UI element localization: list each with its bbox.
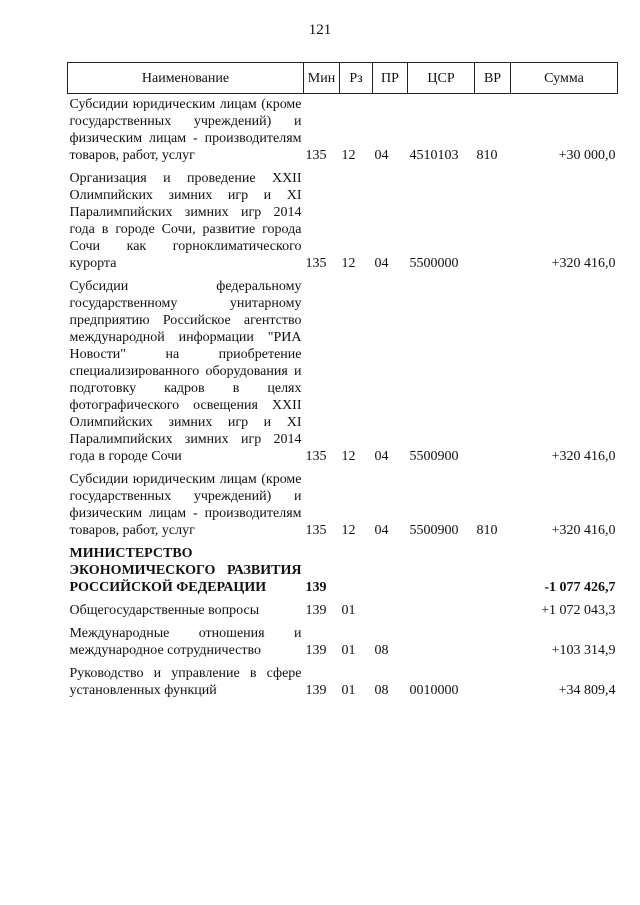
row-pr: 04 <box>374 523 389 538</box>
row-min: 139 <box>305 603 327 618</box>
row-vr <box>475 168 511 276</box>
row-rz: 01 <box>341 603 356 618</box>
table-row <box>68 168 618 276</box>
row-vr <box>475 276 511 469</box>
row-name: Общегосударственные вопросы <box>69 603 260 618</box>
row-min: 139 <box>305 580 327 595</box>
table-header <box>68 63 618 94</box>
row-name: Международные отношения и международное сотрудничество <box>69 626 302 658</box>
row-name: Субсидии юридическим лицам (кроме государственных учреждений) и физическим лицам - производителям товаров, работ, услуг <box>69 472 302 538</box>
row-vr <box>475 600 511 623</box>
row-rz: 12 <box>341 449 356 464</box>
row-min: 135 <box>305 523 327 538</box>
table-row <box>68 94 618 169</box>
row-vr <box>475 623 511 663</box>
row-min: 135 <box>305 449 327 464</box>
table-row <box>68 276 618 469</box>
row-sum: -1 077 426,7 <box>544 580 616 595</box>
header-min: Мин <box>304 63 340 94</box>
table-row-ministry <box>68 543 618 600</box>
row-rz: 01 <box>341 683 356 698</box>
row-name: МИНИСТЕРСТВО ЭКОНОМИЧЕСКОГО РАЗВИТИЯ РОССИЙСКОЙ ФЕДЕРАЦИИ <box>69 546 302 595</box>
header-pr: ПР <box>373 63 408 94</box>
table-row <box>68 469 618 543</box>
table-row <box>68 623 618 663</box>
row-sum: +320 416,0 <box>551 256 616 271</box>
table-row <box>68 600 618 623</box>
row-name: Субсидии федеральному государственному унитарному предприятию Российское агентство международной информации "РИА Новости" на приобретение специализированного оборудования и подготовку кадров в целях фотографического освещения XXII Олимпийских зимних игр и XI Паралимпийских зимних игр 2014 года в городе Сочи <box>69 279 302 464</box>
header-row <box>68 63 618 94</box>
header-csr: ЦСР <box>408 63 475 94</box>
row-name: Организация и проведение XXII Олимпийских зимних игр и XI Паралимпийских зимних игр 2014 года в городе Сочи, развитие города Сочи как горноклиматического курорта <box>69 171 302 271</box>
row-pr: 08 <box>374 643 389 658</box>
row-rz: 01 <box>341 643 356 658</box>
row-vr <box>475 663 511 703</box>
row-min: 139 <box>305 643 327 658</box>
row-min: 135 <box>305 148 327 163</box>
row-rz <box>340 543 373 600</box>
row-pr: 04 <box>374 449 389 464</box>
row-sum: +103 314,9 <box>551 643 616 658</box>
table-body <box>68 94 618 704</box>
row-pr: 08 <box>374 683 389 698</box>
row-pr <box>373 600 408 623</box>
row-vr: 810 <box>476 523 498 538</box>
row-csr: 0010000 <box>409 683 459 698</box>
row-rz: 12 <box>341 148 356 163</box>
row-csr: 5500900 <box>409 449 459 464</box>
header-sum: Сумма <box>511 63 618 94</box>
header-rz: Рз <box>340 63 373 94</box>
row-sum: +320 416,0 <box>551 449 616 464</box>
row-csr: 5500000 <box>409 256 459 271</box>
row-vr: 810 <box>476 148 498 163</box>
row-min: 135 <box>305 256 327 271</box>
row-sum: +1 072 043,3 <box>541 603 616 618</box>
row-min: 139 <box>305 683 327 698</box>
row-rz: 12 <box>341 256 356 271</box>
budget-table <box>67 62 618 703</box>
row-csr: 5500900 <box>409 523 459 538</box>
row-sum: +34 809,4 <box>558 683 616 698</box>
row-sum: +320 416,0 <box>551 523 616 538</box>
row-csr <box>408 600 475 623</box>
row-name: Руководство и управление в сфере установленных функций <box>69 666 302 698</box>
row-vr <box>475 543 511 600</box>
row-csr <box>408 623 475 663</box>
header-name: Наименование <box>68 63 304 94</box>
row-rz: 12 <box>341 523 356 538</box>
row-csr: 4510103 <box>409 148 459 163</box>
row-pr: 04 <box>374 256 389 271</box>
row-name: Субсидии юридическим лицам (кроме государственных учреждений) и физическим лицам - производителям товаров, работ, услуг <box>69 97 302 163</box>
table-row <box>68 663 618 703</box>
header-vr: ВР <box>475 63 511 94</box>
row-pr <box>373 543 408 600</box>
row-sum: +30 000,0 <box>558 148 616 163</box>
page-number: 121 <box>308 22 332 38</box>
row-pr: 04 <box>374 148 389 163</box>
row-csr <box>408 543 475 600</box>
